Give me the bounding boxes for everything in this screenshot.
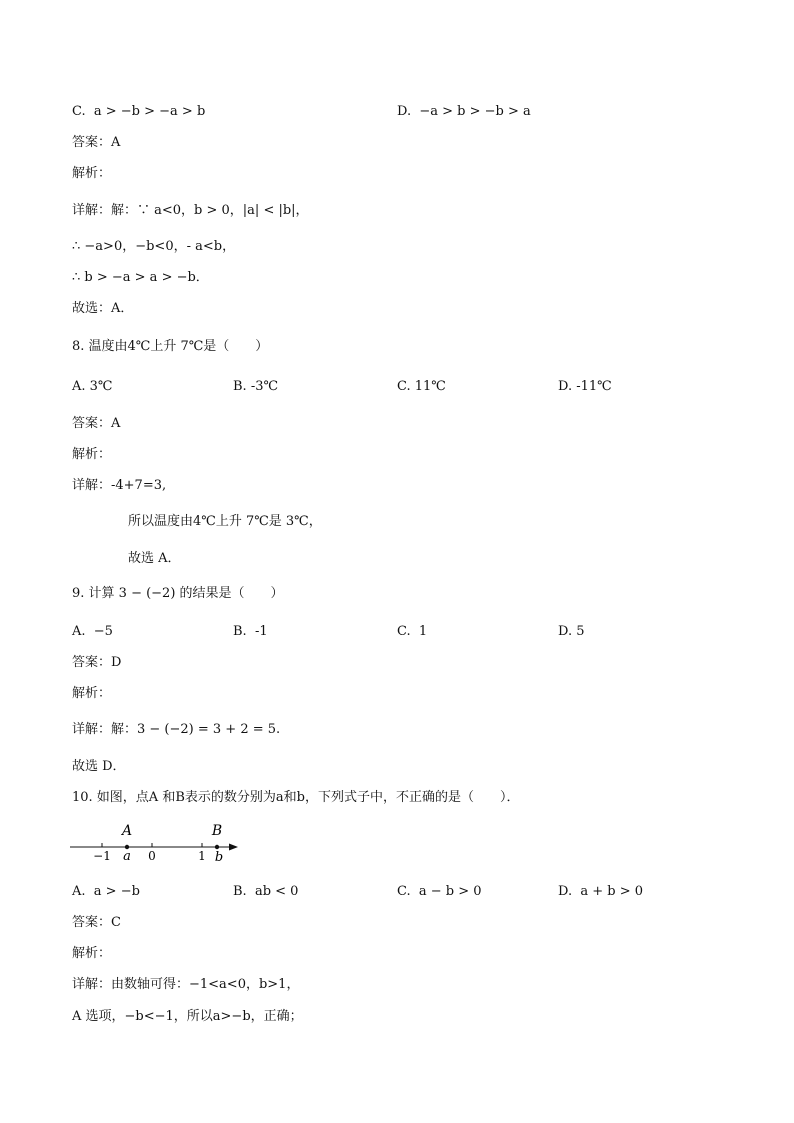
q9-option-a: A. −5 (72, 624, 113, 639)
q9-conclusion: 故选 D． (72, 759, 126, 774)
number-line-tick-label: 0 (148, 849, 156, 863)
q7-analysis-label: 解析： (72, 166, 112, 181)
q10-option-a-reason: A 选项，−b<−1，所以a>−b，正确； (72, 1009, 303, 1024)
q7-option-c: C. a > −b > −a > b (72, 104, 206, 119)
q9-option-d: D. 5 (558, 624, 585, 639)
q8-conclusion: 故选 A． (128, 551, 181, 566)
q8-analysis-label: 解析： (72, 447, 112, 462)
q8-option-a: A. 3℃ (72, 379, 113, 394)
q8-detail: 详解：-4+7=3, (72, 478, 167, 493)
q8-stem: 8. 温度由4℃上升 7℃是（ ） (72, 339, 269, 354)
q7-option-d: D. −a > b > −b > a (397, 104, 531, 119)
point-b-label: B (211, 823, 223, 839)
q8-option-b: B. -3℃ (233, 379, 279, 394)
q7-step-2: ∴ b > −a > a > −b． (72, 270, 209, 285)
number-line-arrow-icon (229, 844, 238, 851)
q8-answer: 答案：A (72, 416, 121, 431)
point-a-variable: a (123, 849, 131, 864)
q9-answer: 答案：D (72, 655, 122, 670)
q9-option-b: B. -1 (233, 624, 268, 639)
q10-analysis-label: 解析： (72, 946, 112, 961)
point-b-dot (215, 845, 219, 849)
q7-answer: 答案：A (72, 135, 121, 150)
q9-detail: 详解：解：3 − (−2) = 3 + 2 = 5. (72, 722, 281, 737)
q10-option-c: C. a − b > 0 (397, 884, 482, 899)
q7-detail: 详解：解：∵ a<0，b > 0，|a| < |b|， (72, 203, 309, 218)
q8-option-d: D. -11℃ (558, 379, 612, 394)
q7-step-1: ∴ −a>0，−b<0，- a<b， (72, 239, 236, 254)
number-line-figure (68, 818, 248, 866)
number-line-tick-label: 1 (198, 849, 206, 863)
q10-detail: 详解：由数轴可得：−1<a<0，b>1， (72, 977, 300, 992)
q10-option-d: D. a + b > 0 (558, 884, 644, 899)
q9-analysis-label: 解析： (72, 686, 112, 701)
q10-option-a: A. a > −b (72, 884, 140, 899)
q10-answer: 答案：C (72, 915, 121, 930)
number-line-tick-label: −1 (93, 849, 111, 863)
q9-option-c: C. 1 (397, 624, 428, 639)
point-a-label: A (121, 823, 133, 839)
point-b-variable: b (214, 850, 224, 865)
q10-stem: 10. 如图，点A 和B表示的数分别为a和b，下列式子中，不正确的是（ ）． (72, 790, 520, 805)
q10-option-b: B. ab < 0 (233, 884, 299, 899)
q8-detail-line-2: 所以温度由4℃上升 7℃是 3℃， (128, 514, 322, 529)
q8-option-c: C. 11℃ (397, 379, 446, 394)
q7-conclusion: 故选：A． (72, 301, 134, 316)
q9-stem: 9. 计算 3 − (−2) 的结果是（ ） (72, 586, 284, 601)
